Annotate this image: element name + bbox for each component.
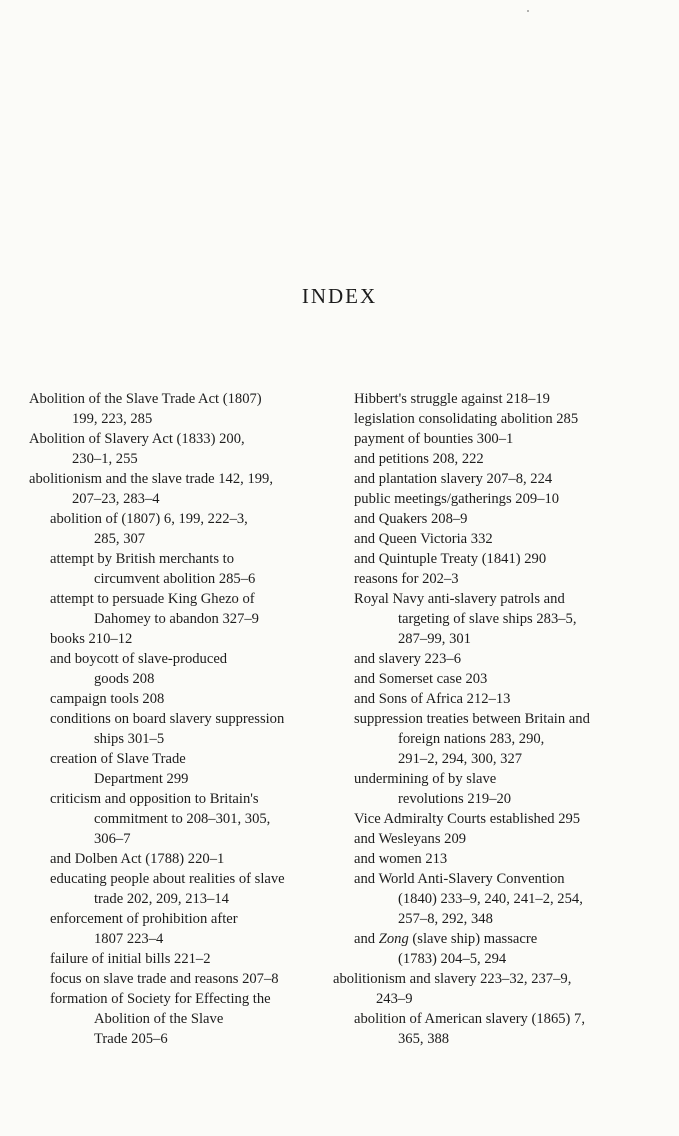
entry-text: Hibbert's struggle against 218–19 (354, 391, 550, 407)
index-entry-line (333, 489, 633, 509)
entry-text: abolition of (1807) 6, 199, 222–3, (50, 511, 248, 527)
index-entry-line (29, 909, 325, 929)
entry-text: (1783) 204–5, 294 (398, 951, 507, 967)
index-entry-line (29, 629, 325, 649)
index-entry-line (29, 429, 325, 449)
entry-text: campaign tools 208 (50, 691, 165, 707)
index-entry-line (29, 889, 325, 909)
index-entry-line (333, 1029, 633, 1049)
entry-text: Trade 205–6 (94, 1031, 168, 1047)
entry-text: and Dolben Act (1788) 220–1 (50, 851, 225, 867)
index-entry-line (29, 829, 325, 849)
entry-text: and boycott of slave-produced (50, 651, 228, 667)
index-entry-line (333, 969, 633, 989)
entry-text: payment of bounties 300–1 (354, 431, 514, 447)
index-entry-line (29, 649, 325, 669)
index-entry-line (29, 409, 325, 429)
index-entry-line (29, 589, 325, 609)
index-entry-line (333, 689, 633, 709)
index-entry-line (29, 949, 325, 969)
entry-text: 365, 388 (398, 1031, 450, 1047)
entry-text: and (354, 931, 379, 947)
entry-text: 243–9 (376, 991, 413, 1007)
index-entry-line (29, 669, 325, 689)
entry-text: criticism and opposition to Britain's (50, 791, 259, 807)
entry-text: formation of Society for Effecting the (50, 991, 271, 1007)
entry-text: trade 202, 209, 213–14 (94, 891, 229, 907)
entry-text: 207–23, 283–4 (72, 491, 160, 507)
index-entry-line (333, 729, 633, 749)
entry-text: ships 301–5 (94, 731, 165, 747)
index-column-left (29, 389, 325, 1049)
entry-text: educating people about realities of slave (50, 871, 285, 887)
entry-text: and Wesleyans 209 (354, 831, 467, 847)
index-entry-line (29, 469, 325, 489)
index-column-right (333, 389, 633, 1049)
entry-text: goods 208 (94, 671, 155, 687)
entry-text: suppression treaties between Britain and (354, 711, 590, 727)
index-entry-line (29, 569, 325, 589)
index-entry-line (333, 869, 633, 889)
entry-text-continued: (slave ship) massacre (408, 931, 538, 947)
index-entry-line (333, 949, 633, 969)
page-title: INDEX (301, 284, 378, 308)
index-entry-line (333, 769, 633, 789)
index-entry-line (333, 649, 633, 669)
index-entry-line (333, 1009, 633, 1029)
index-entry-line (29, 449, 325, 469)
index-entry-line (333, 609, 633, 629)
entry-text: and plantation slavery 207–8, 224 (354, 471, 553, 487)
index-entry-line (333, 589, 633, 609)
index-entry-line (29, 729, 325, 749)
index-entry-line (333, 449, 633, 469)
entry-text: 287–99, 301 (398, 631, 471, 647)
entry-text: conditions on board slavery suppression (50, 711, 285, 727)
index-entry-line (29, 989, 325, 1009)
entry-text: public meetings/gatherings 209–10 (354, 491, 560, 507)
index-entry-line (29, 709, 325, 729)
index-entry-line (333, 789, 633, 809)
entry-text: commitment to 208–301, 305, (94, 811, 271, 827)
entry-text: Abolition of Slavery Act (1833) 200, (29, 431, 245, 447)
index-entry-line (333, 889, 633, 909)
paper-speck (527, 10, 529, 12)
index-entry-line (29, 689, 325, 709)
index-entry-line (333, 669, 633, 689)
entry-text: undermining of by slave (354, 771, 497, 787)
entry-text: and Quakers 208–9 (354, 511, 468, 527)
index-entry-line (333, 469, 633, 489)
entry-text: legislation consolidating abolition 285 (354, 411, 579, 427)
index-entry-line (29, 929, 325, 949)
entry-text: and World Anti-Slavery Convention (354, 871, 565, 887)
index-entry-line (29, 969, 325, 989)
index-entry-line (333, 929, 633, 949)
entry-text: Abolition of the Slave Trade Act (1807) (29, 391, 262, 407)
index-entry-line (29, 489, 325, 509)
entry-text: Department 299 (94, 771, 189, 787)
index-entry-line (333, 389, 633, 409)
entry-text: abolition of American slavery (1865) 7, (354, 1011, 586, 1027)
index-entry-line (29, 769, 325, 789)
entry-text: and Queen Victoria 332 (354, 531, 493, 547)
entry-text: and petitions 208, 222 (354, 451, 484, 467)
entry-italic-title: Zong (378, 931, 409, 947)
index-entry-line (333, 429, 633, 449)
entry-text: 1807 223–4 (94, 931, 164, 947)
entry-text: 199, 223, 285 (72, 411, 153, 427)
index-entry-line (29, 749, 325, 769)
entry-text: abolitionism and the slave trade 142, 199, (29, 471, 273, 487)
index-entry-line (29, 529, 325, 549)
index-entry-line (333, 909, 633, 929)
entry-text: 285, 307 (94, 531, 146, 547)
entry-text: enforcement of prohibition after (50, 911, 238, 927)
index-entry-line (29, 789, 325, 809)
index-entry-line (333, 749, 633, 769)
index-entry-line (333, 509, 633, 529)
index-entry-line (29, 1029, 325, 1049)
index-entry-line (333, 569, 633, 589)
index-entry-line (333, 549, 633, 569)
index-entry-line (333, 849, 633, 869)
entry-text: and Sons of Africa 212–13 (354, 691, 511, 707)
entry-text: 306–7 (94, 831, 131, 847)
entry-text: focus on slave trade and reasons 207–8 (50, 971, 279, 987)
entry-text: reasons for 202–3 (354, 571, 459, 587)
index-entry-line (333, 409, 633, 429)
index-entry-line (29, 389, 325, 409)
entry-text: and women 213 (354, 851, 448, 867)
entry-text: foreign nations 283, 290, (398, 731, 545, 747)
entry-text: Vice Admiralty Courts established 295 (354, 811, 581, 827)
entry-text: 257–8, 292, 348 (398, 911, 493, 927)
index-entry-line (333, 829, 633, 849)
entry-text: books 210–12 (50, 631, 133, 647)
entry-text: 230–1, 255 (72, 451, 138, 467)
index-entry-line (29, 509, 325, 529)
entry-text: 291–2, 294, 300, 327 (398, 751, 523, 767)
entry-text: (1840) 233–9, 240, 241–2, 254, (398, 891, 583, 907)
index-entry-line (29, 549, 325, 569)
index-entry-line (29, 609, 325, 629)
index-entry-line (333, 809, 633, 829)
entry-text: attempt to persuade King Ghezo of (50, 591, 255, 607)
entry-text: Dahomey to abandon 327–9 (94, 611, 259, 627)
index-entry-line (29, 869, 325, 889)
entry-text: abolitionism and slavery 223–32, 237–9, (333, 971, 572, 987)
index-entry-line (333, 529, 633, 549)
entry-text: attempt by British merchants to (50, 551, 235, 567)
entry-text: targeting of slave ships 283–5, (398, 611, 577, 627)
index-entry-line (333, 989, 633, 1009)
index-entry-line (29, 809, 325, 829)
entry-text: Royal Navy anti-slavery patrols and (354, 591, 565, 607)
entry-text: and Quintuple Treaty (1841) 290 (354, 551, 547, 567)
entry-text: and slavery 223–6 (354, 651, 461, 667)
entry-text: and Somerset case 203 (354, 671, 488, 687)
index-entry-line (333, 629, 633, 649)
entry-text: failure of initial bills 221–2 (50, 951, 211, 967)
index-entry-line (29, 849, 325, 869)
index-entry-line (333, 709, 633, 729)
index-entry-line (29, 1009, 325, 1029)
entry-text: circumvent abolition 285–6 (94, 571, 256, 587)
entry-text: creation of Slave Trade (50, 751, 186, 767)
entry-text: revolutions 219–20 (398, 791, 512, 807)
entry-text: Abolition of the Slave (94, 1011, 224, 1027)
